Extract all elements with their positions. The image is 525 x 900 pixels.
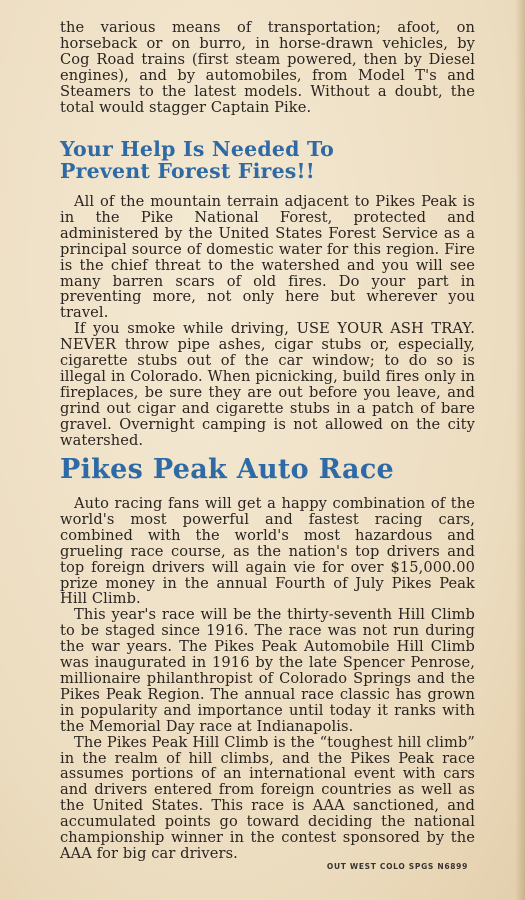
- forest-fire-section: [60, 138, 475, 182]
- forest-paragraph-2: If you smoke while driving, USE YOUR ASH TRAY. NEVER throw pipe ashes, cigar stubs or, especially, cigarette stubs out of the car window; to do so is illegal in Colorado. When picnicking, build fires only in fireplaces, be sure they are out before you leave, and grind out cigar and cigarette stubs in a patch of bare gravel. Overnight camping is not allowed on the city watershed.: [60, 320, 475, 449]
- auto-race-body: [60, 496, 475, 862]
- printer-imprint: OUT WEST COLO SPGS N6899: [326, 862, 468, 871]
- auto-race-section: [60, 455, 475, 485]
- intro-paragraph: the various means of transportation; afoot, on horseback or on burro, in horse-drawn vehicles, by Cog Road trains (first steam powered, then by Diesel engines), and by automobiles, from Model T's and Steamers to the latest models. Without a doubt, the total would stagger Captain Pike.: [60, 19, 475, 116]
- intro-section: [60, 20, 475, 115]
- page-edge-shadow: [515, 0, 525, 900]
- auto-race-heading: Pikes Peak Auto Race: [60, 454, 395, 485]
- forest-paragraph-1: All of the mountain terrain adjacent to Pikes Peak is in the Pike National Forest, protected and administered by the United States Forest Service as a principal source of domestic water for this region. Fire is the chief threat to the watershed and you will see many barren scars of old fires. Do your part in preventing more, not only here but wherever you travel.: [60, 193, 475, 322]
- race-paragraph-3: The Pikes Peak Hill Climb is the “toughest hill climb” in the realm of hill climbs, and the Pikes Peak race assumes portions of an international event with cars and drivers entered from foreign countries as well as the United States. This race is AAA sanctioned, and accumulated points go toward deciding the national championship winner in the contest sponsored by the AAA for big car drivers.: [60, 733, 475, 862]
- race-paragraph-2: This year's race will be the thirty-seventh Hill Climb to be staged since 1916. The race was not run during the war years. The Pikes Peak Automobile Hill Climb was inaugurated in 1916 by the late Spencer Penrose, millionaire philanthropist of Colorado Springs and the Pikes Peak Region. The annual race classic has grown in popularity and importance until today it ranks with the Memorial Day race at Indianapolis.: [60, 606, 475, 735]
- forest-fire-heading: [60, 138, 475, 182]
- forest-fire-heading-line1: Your Help Is Needed To: [60, 137, 334, 161]
- forest-fire-heading-line2: Prevent Forest Fires!!: [60, 159, 315, 183]
- forest-fire-body: [60, 194, 475, 449]
- race-paragraph-1: Auto racing fans will get a happy combination of the world's most powerful and fastest racing cars, combined with the world's most hazardous and grueling race course, as the nation's top drivers and top foreign drivers will again vie for over $15,000.00 prize money in the annual Fourth of July Pikes Peak Hill Climb.: [60, 495, 475, 608]
